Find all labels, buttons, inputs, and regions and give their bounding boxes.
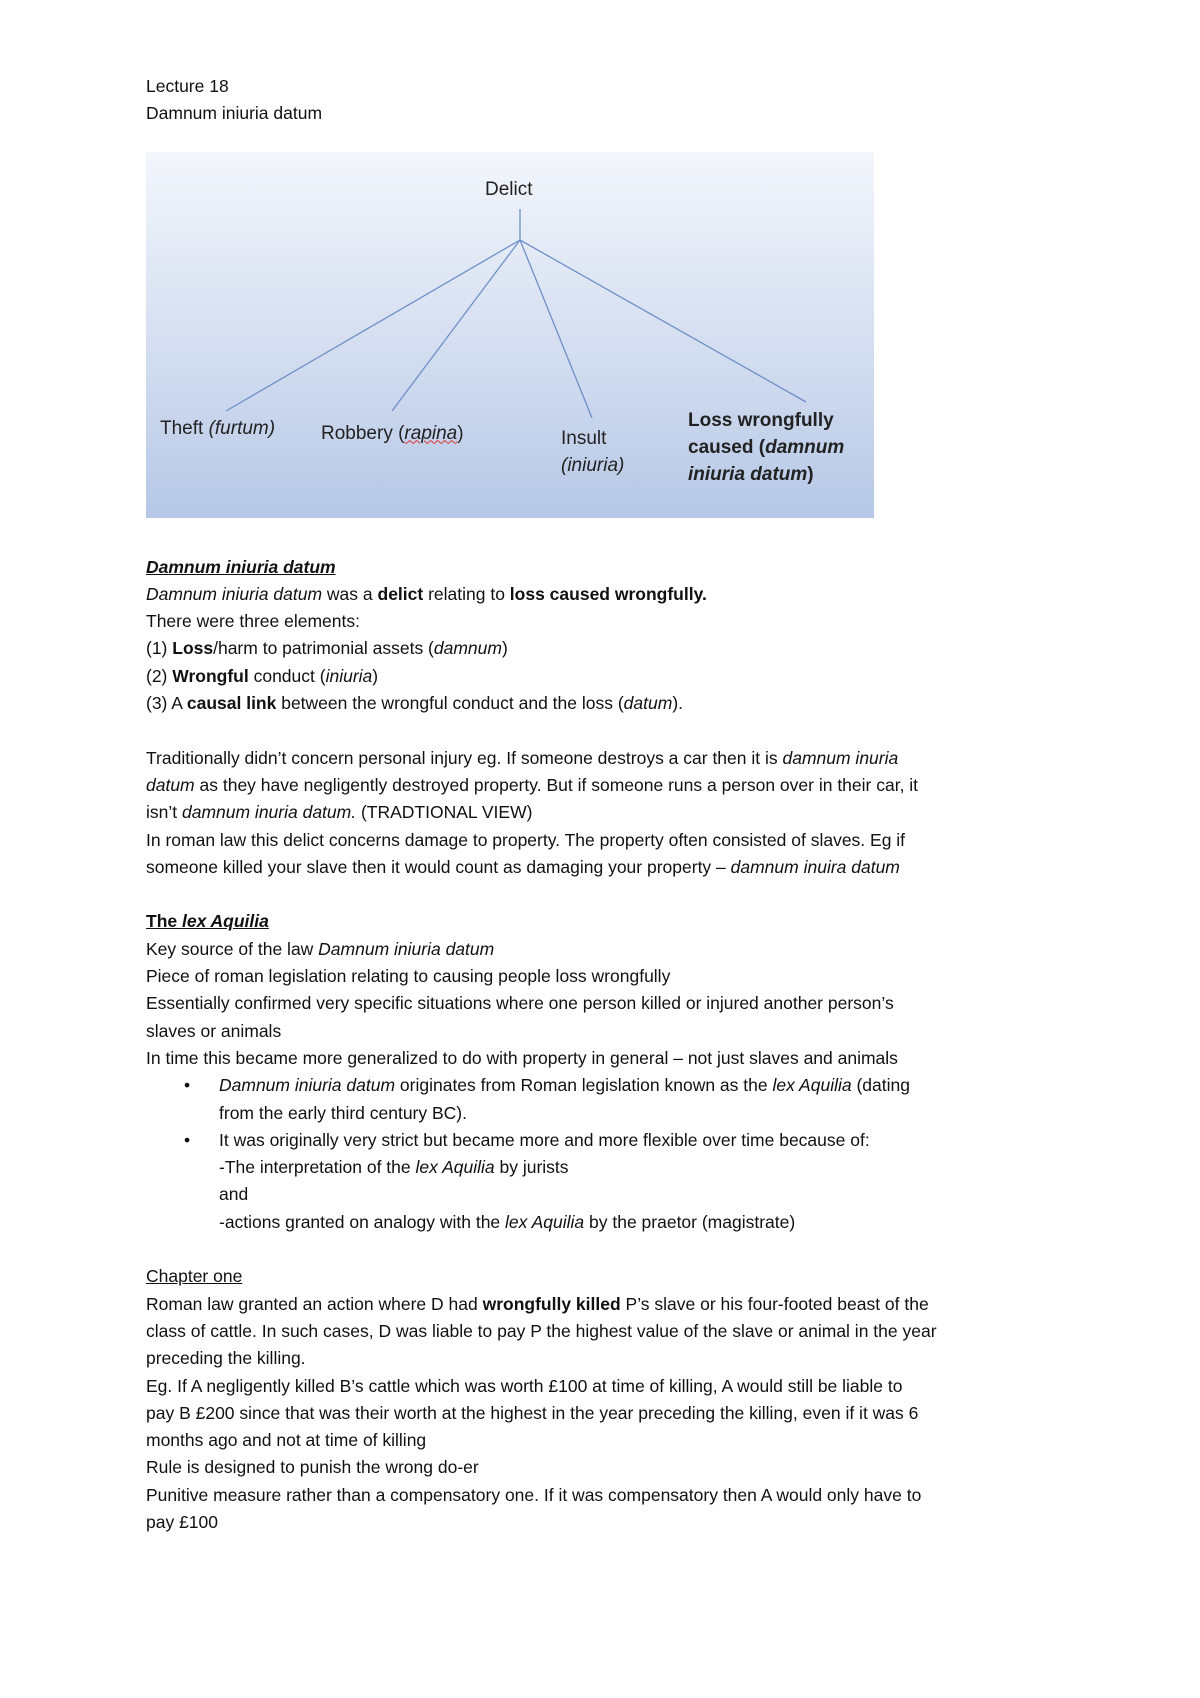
roman-law-line-1: In roman law this delict concerns damage to property. The property often consisted of slaves. Eg if [146, 829, 906, 850]
list-item: • Damnum iniuria datum originates from Roman legislation known as the lex Aquilia (dating from the early third century BC). [219, 1072, 1076, 1127]
chapter-line-4: Eg. If A negligently killed B’s cattle which was worth £100 at time of killing, A would still be liable to [146, 1375, 903, 1396]
element-2: (2) Wrongful conduct (iniuria) [146, 665, 379, 686]
element-3: (3) A causal link between the wrongful conduct and the loss (datum). [146, 693, 684, 714]
spacer [146, 881, 1076, 908]
node-theft [160, 415, 275, 442]
def-term: Damnum iniuria datum [146, 583, 323, 604]
node-robbery [321, 420, 464, 447]
node-insult [561, 425, 624, 479]
delict-tree-diagram [146, 152, 874, 518]
traditional-line-2: datum as they have negligently destroyed property. But if someone runs a person over in their car, it [146, 774, 919, 795]
loss-line-3a: iniuria datum [688, 463, 808, 485]
lex-line-2: Piece of roman legislation relating to causing people loss wrongfully [146, 966, 671, 987]
spacer [146, 717, 1076, 744]
loss-line-2a: caused ( [688, 436, 766, 458]
chapter-line-6: months ago and not at time of killing [146, 1430, 427, 1451]
definition-paragraph [146, 581, 1076, 608]
chapter-line-2: class of cattle. In such cases, D was liable to pay P the highest value of the slave or animal in the year [146, 1320, 937, 1341]
loss-line-3b: ) [807, 463, 814, 485]
spacer [146, 1236, 1076, 1263]
loss-line-2 [688, 434, 844, 461]
lex-line-4: slaves or animals [146, 1020, 282, 1041]
loss-line-1: Loss wrongfully [688, 409, 834, 431]
insult-latin: (iniuria) [561, 454, 625, 476]
def-text-2: relating to [423, 583, 510, 604]
element-1: (1) Loss/harm to patrimonial assets (damnum) [146, 638, 508, 659]
loss-line-2b: damnum [765, 436, 845, 458]
def-delict: delict [377, 583, 424, 604]
lex-bullet-list [146, 1072, 1076, 1236]
def-text-1: was a [322, 583, 378, 604]
theft-latin: (furtum) [208, 417, 276, 439]
def-loss: loss caused wrongfully. [509, 583, 707, 604]
robbery-label: Robbery ( [321, 422, 405, 444]
section-heading-lex-aquilia: The lex Aquilia [146, 911, 269, 932]
connector-insult [520, 240, 592, 418]
lex-line-5: In time this became more generalized to do with property in general – not just slaves and animals [146, 1047, 898, 1068]
chapter-line-5: pay B £200 since that was their worth at the highest in the year preceding the killing, even if it was 6 [146, 1402, 919, 1423]
section-heading-chapter-one: Chapter one [146, 1266, 243, 1287]
elements-intro: There were three elements: [146, 611, 360, 632]
robbery-latin: rapina [404, 422, 458, 444]
lecture-title: Damnum iniuria datum [146, 103, 323, 124]
node-loss-wrongfully-caused [688, 407, 844, 488]
insult-label: Insult [561, 427, 607, 449]
traditional-line-3: isn’t damnum inuria datum. (TRADTIONAL VIEW) [146, 802, 533, 823]
lecture-number: Lecture 18 [146, 76, 229, 96]
connector-robbery [392, 240, 520, 411]
traditional-line-1: Traditionally didn’t concern personal injury eg. If someone destroys a car then it is damnum inuria [146, 747, 899, 768]
chapter-line-8: Punitive measure rather than a compensatory one. If it was compensatory then A would only have to [146, 1484, 922, 1505]
lex-line-3: Essentially confirmed very specific situations where one person killed or injured another person’s [146, 993, 894, 1014]
chapter-line-1: Roman law granted an action where D had wrongfully killed P’s slave or his four-footed beast of the [146, 1293, 929, 1314]
list-item: • It was originally very strict but became more and more flexible over time because of: -The interpretation of the lex Aquilia by jurists and -actions granted on analogy with the lex Aquilia by the praetor (magistrate) [219, 1127, 1076, 1236]
document-body [146, 73, 1076, 1536]
chapter-line-7: Rule is designed to punish the wrong do-er [146, 1457, 479, 1478]
node-delict: Delict [485, 178, 533, 200]
connector-theft [226, 240, 520, 411]
section-heading-damnum: Damnum iniuria datum [146, 556, 336, 577]
loss-line-3 [688, 461, 844, 488]
lex-line-1: Key source of the law Damnum iniuria datum [146, 938, 495, 959]
theft-label: Theft [160, 417, 209, 439]
robbery-close: ) [457, 422, 464, 444]
chapter-line-9: pay £100 [146, 1511, 219, 1532]
connector-loss [520, 240, 806, 402]
roman-law-line-2: someone killed your slave then it would count as damaging your property – damnum inuira datum [146, 856, 900, 877]
chapter-line-3: preceding the killing. [146, 1348, 306, 1369]
